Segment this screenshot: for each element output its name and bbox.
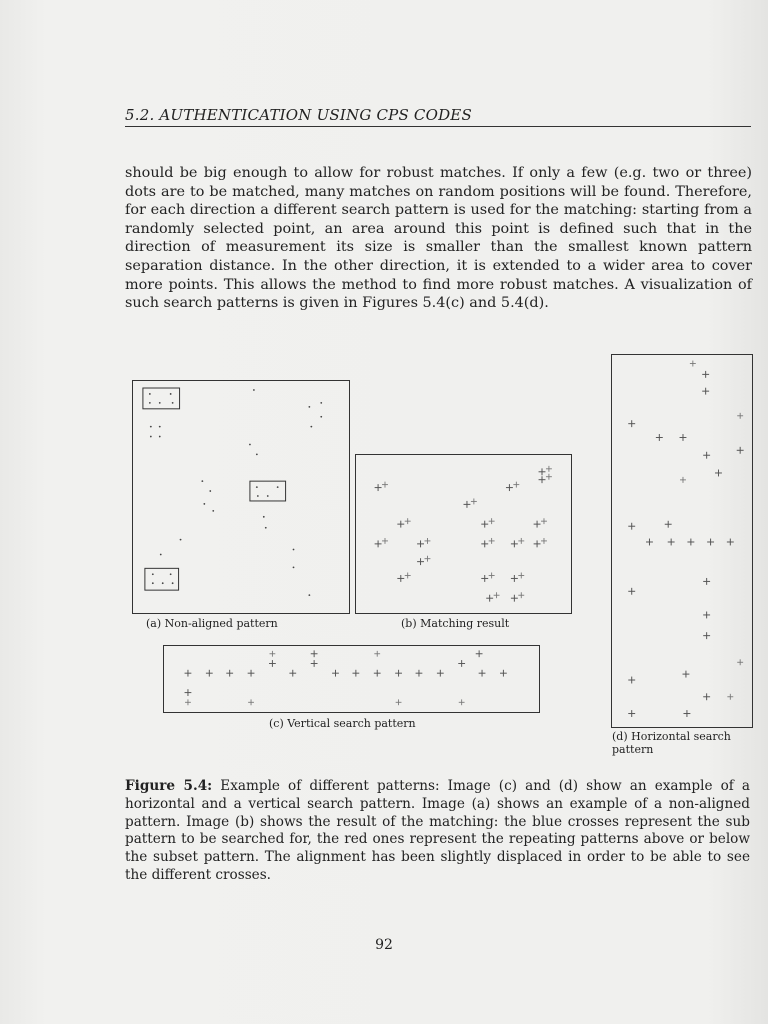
figure-caption-text: Example of different patterns: Image (c) and (d) show an example of a horizontal and a vertical search pattern. Image (a) shows an example of a non-aligned pattern. Image (b) shows the result of the matching: the blue crosses represent the sub pattern to be searched for, the red ones represent the repeating patterns above or below the subset pattern. The alignment has been slightly displaced in order to be able to see the different crosses. [125,778,751,883]
cross-marker [494,592,500,598]
cross-marker [416,670,423,677]
cross-marker [518,538,524,544]
page-number: 92 [375,937,393,953]
cross-marker [727,694,733,700]
cross-marker [458,660,465,667]
cross-marker [707,539,714,546]
cross-marker [481,521,488,528]
cross-marker [702,388,709,395]
cross-marker [541,518,547,524]
cross-marker [628,420,635,427]
cross-marker [437,670,444,677]
cross-marker [489,573,495,579]
cross-marker [382,482,388,488]
cross-marker [375,540,382,547]
cross-marker [486,595,493,602]
cross-marker [185,699,191,705]
search-box [143,388,180,409]
cross-marker [690,361,696,367]
search-box [250,481,286,501]
cross-marker [226,670,233,677]
cross-marker [375,484,382,491]
cross-marker [185,670,192,677]
subcaption-d-line2: pattern [612,743,654,756]
cross-marker [405,573,411,579]
cross-marker [397,575,404,582]
cross-marker [511,595,518,602]
cross-marker [646,539,653,546]
cross-marker [687,539,694,546]
cross-marker [546,474,552,480]
cross-marker [464,501,471,508]
cross-marker [518,592,524,598]
figure-caption [125,778,750,885]
figure-a-non-aligned-pattern [132,380,350,614]
cross-marker [424,538,430,544]
cross-marker [680,434,687,441]
cross-marker [395,670,402,677]
cross-marker [656,434,663,441]
cross-marker [500,670,507,677]
cross-marker [513,482,519,488]
cross-marker [682,671,689,678]
cross-marker [628,710,635,717]
cross-marker [703,611,710,618]
cross-marker [703,632,710,639]
cross-marker [397,521,404,528]
cross-marker [737,447,744,454]
cross-marker [417,558,424,565]
cross-marker [311,660,318,667]
cross-marker [481,575,488,582]
cross-marker [703,452,710,459]
cross-marker [702,371,709,378]
cross-marker [683,710,690,717]
cross-marker [534,521,541,528]
subcaption-b: (b) Matching result [401,617,510,630]
cross-marker [396,699,402,705]
cross-marker [506,484,513,491]
cross-marker [518,573,524,579]
figure-d-horizontal-search-pattern [611,354,753,728]
cross-marker [539,476,546,483]
cross-marker [511,575,518,582]
figure-label: Figure 5.4: [125,778,213,794]
cross-marker [546,466,552,472]
cross-marker [668,539,675,546]
cross-marker [374,651,380,657]
cross-marker [541,538,547,544]
cross-marker [352,670,359,677]
figure-d-graphic [612,355,752,727]
body-paragraph: should be big enough to allow for robust matches. If only a few (e.g. two or three) dots are to be matched, many matches on random positions will be found. Therefore, for each direction a different search pattern is used for the matching: starting from a randomly selected point, an area around this point is defined such that in the direction of measurement its size is smaller than the smallest known pattern separation distance. In the other direction, it is extended to a wider area to cover more points. This allows the method to find more robust matches. A visualization of such search patterns is given in Figures 5.4(c) and 5.4(d). [125,165,752,312]
cross-marker [248,670,255,677]
cross-marker [289,670,296,677]
figure-b-graphic [356,455,571,613]
figure-c-graphic [164,646,539,712]
cross-marker [332,670,339,677]
cross-marker [479,670,486,677]
cross-marker [628,677,635,684]
cross-marker [511,540,518,547]
cross-marker [628,588,635,595]
cross-marker [269,651,275,657]
cross-marker [311,650,318,657]
cross-marker [459,699,465,705]
search-box [145,568,179,590]
figure-b-matching-result [355,454,572,614]
cross-marker [481,540,488,547]
cross-marker [476,650,483,657]
cross-marker [489,538,495,544]
figure-a-graphic [133,381,349,613]
cross-marker [737,659,743,665]
subcaption-d-line1: (d) Horizontal search [612,730,731,743]
cross-marker [471,498,477,504]
dot-cluster [149,389,322,596]
running-header: 5.2. AUTHENTICATION USING CPS CODES [125,104,751,127]
cross-marker [417,540,424,547]
cross-marker [715,470,722,477]
cross-marker [539,468,546,475]
cross-marker [248,699,254,705]
figure-c-vertical-search-pattern [163,645,540,713]
cross-marker [534,540,541,547]
cross-marker [703,693,710,700]
cross-marker [665,521,672,528]
cross-marker [680,477,686,483]
cross-marker [628,523,635,530]
cross-marker [424,556,430,562]
cross-marker [185,689,192,696]
subcaption-c: (c) Vertical search pattern [269,717,416,730]
cross-marker [737,413,743,419]
cross-marker [269,660,276,667]
cross-marker [405,518,411,524]
subcaption-a: (a) Non-aligned pattern [146,617,278,630]
cross-marker [374,670,381,677]
cross-marker [382,538,388,544]
cross-marker [727,539,734,546]
cross-marker [206,670,213,677]
cross-marker [489,518,495,524]
cross-marker [703,578,710,585]
